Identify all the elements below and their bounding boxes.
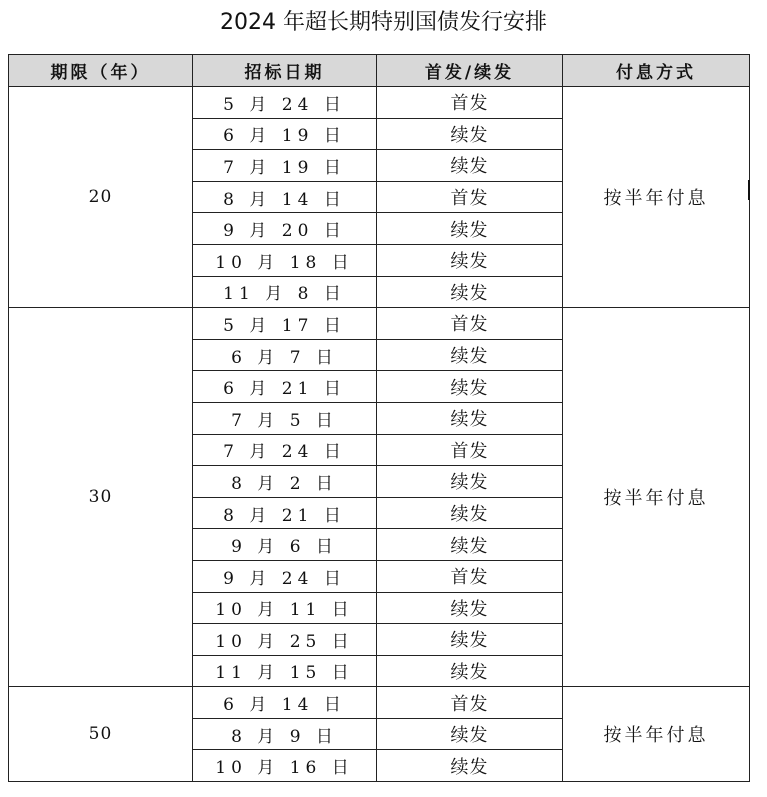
- issue-cell: 续发: [377, 276, 563, 308]
- date-cell: 7 月 24 日: [193, 434, 377, 466]
- date-cell: 5 月 17 日: [193, 308, 377, 340]
- issue-cell: 续发: [377, 118, 563, 150]
- header-issue: 首发/续发: [377, 55, 563, 87]
- date-cell: 11 月 8 日: [193, 276, 377, 308]
- bond-schedule-table: [8, 54, 750, 782]
- issue-cell: 续发: [377, 497, 563, 529]
- header-term: 期限（年）: [9, 55, 193, 87]
- date-cell: 10 月 11 日: [193, 592, 377, 624]
- table-header-row: [9, 55, 750, 87]
- issue-cell: 首发: [377, 687, 563, 719]
- date-cell: 9 月 6 日: [193, 529, 377, 561]
- issue-cell: 续发: [377, 529, 563, 561]
- issue-cell: 续发: [377, 592, 563, 624]
- date-cell: 10 月 16 日: [193, 750, 377, 782]
- date-cell: 10 月 25 日: [193, 624, 377, 656]
- date-cell: 6 月 14 日: [193, 687, 377, 719]
- payment-cell: 按半年付息: [563, 687, 750, 782]
- date-cell: 6 月 7 日: [193, 339, 377, 371]
- date-cell: 6 月 19 日: [193, 118, 377, 150]
- date-cell: 8 月 2 日: [193, 466, 377, 498]
- issue-cell: 续发: [377, 213, 563, 245]
- date-cell: 6 月 21 日: [193, 371, 377, 403]
- date-cell: 5 月 24 日: [193, 87, 377, 119]
- table-row: [9, 87, 750, 119]
- issue-cell: 续发: [377, 339, 563, 371]
- date-cell: 8 月 9 日: [193, 718, 377, 750]
- table-row: [9, 308, 750, 340]
- term-cell: 20: [9, 87, 193, 308]
- date-cell: 11 月 15 日: [193, 655, 377, 687]
- issue-cell: 续发: [377, 624, 563, 656]
- issue-cell: 续发: [377, 466, 563, 498]
- issue-cell: 续发: [377, 150, 563, 182]
- issue-cell: 续发: [377, 750, 563, 782]
- page-title: 2024 年超长期特别国债发行安排: [220, 10, 547, 35]
- date-cell: 9 月 24 日: [193, 560, 377, 592]
- date-cell: 8 月 21 日: [193, 497, 377, 529]
- header-date: 招标日期: [193, 55, 377, 87]
- date-cell: 10 月 18 日: [193, 244, 377, 276]
- header-payment: 付息方式: [563, 55, 750, 87]
- text-cursor-icon: [748, 180, 750, 200]
- table-row: [9, 687, 750, 719]
- issue-cell: 续发: [377, 402, 563, 434]
- date-cell: 7 月 5 日: [193, 402, 377, 434]
- issue-cell: 续发: [377, 718, 563, 750]
- issue-cell: 首发: [377, 434, 563, 466]
- payment-cell: 按半年付息: [563, 308, 750, 687]
- date-cell: 8 月 14 日: [193, 181, 377, 213]
- date-cell: 9 月 20 日: [193, 213, 377, 245]
- issue-cell: 首发: [377, 308, 563, 340]
- issue-cell: 续发: [377, 244, 563, 276]
- issue-cell: 续发: [377, 371, 563, 403]
- date-cell: 7 月 19 日: [193, 150, 377, 182]
- issue-cell: 续发: [377, 655, 563, 687]
- term-cell: 50: [9, 687, 193, 782]
- issue-cell: 首发: [377, 87, 563, 119]
- issue-cell: 首发: [377, 560, 563, 592]
- term-cell: 30: [9, 308, 193, 687]
- payment-cell: 按半年付息: [563, 87, 750, 308]
- issue-cell: 首发: [377, 181, 563, 213]
